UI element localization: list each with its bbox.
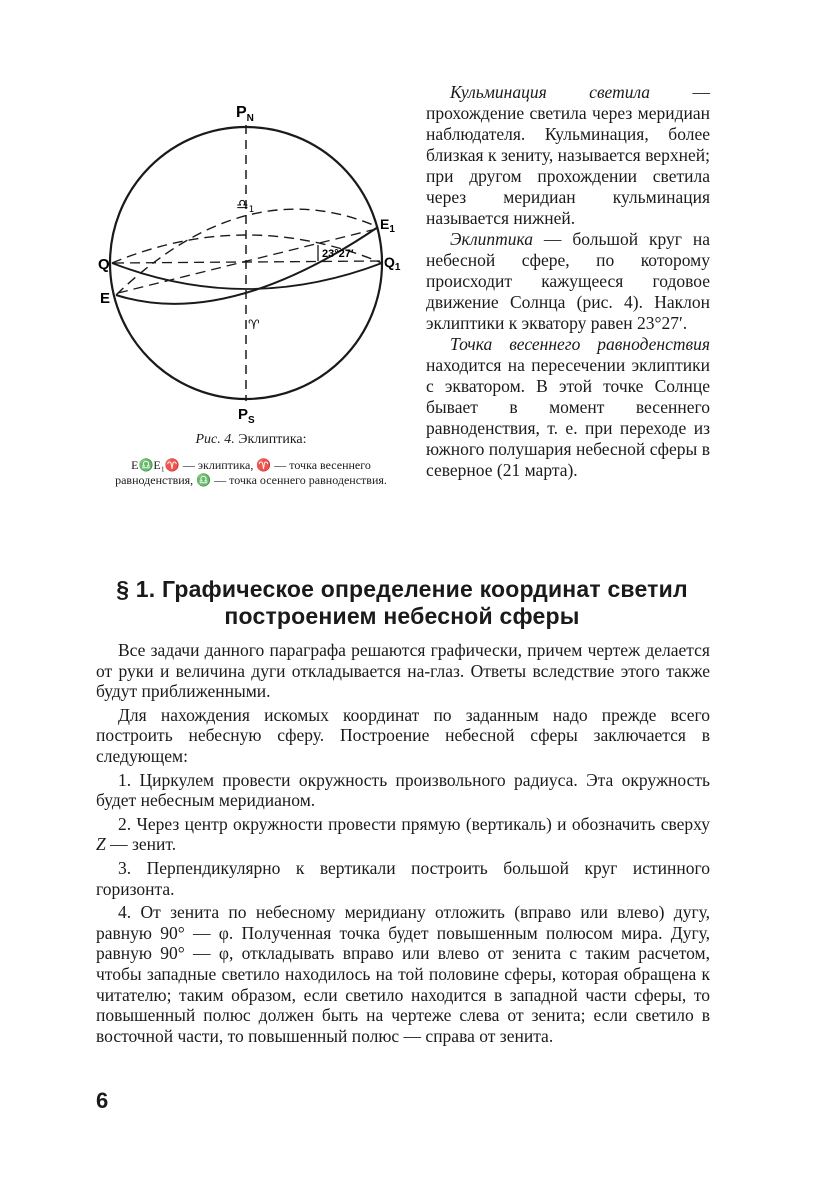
autumnal-equinox-label: $♎_1$ — [236, 197, 255, 215]
label-e1: $E_1$ — [380, 216, 395, 235]
body-paragraph: Все задачи данного параграфа решаются графически, причем чертеж делается от руки и величина дуги откладывается на-глаз. Ответы вследствие этого также будут приближенными. — [96, 640, 710, 702]
figure-caption — [96, 432, 406, 488]
label-angle: 23°27′ — [322, 248, 354, 260]
label-pn: $P_N$ — [236, 104, 254, 124]
definitions-column — [426, 82, 710, 481]
step-4: 4. От зенита по небесному меридиану отложить (вправо или влево) дугу, равную 90° — φ. Полученная точка будет повышенным полюсом мира. Дугу, равную 90° — φ, откладывать вправо или влево от зенита с таким расчетом, чтобы западные светило находилось на той половине сферы, которая обращена к читателю; таким образом, если светило находится в западной части сферы, то повышенный полюс должен быть на чертеже слева от зенита; если светило в восточной части, то повышенный полюс — справа от зенита. — [96, 902, 710, 1046]
definition-vernal-equinox: Точка весеннего равноденствия находится на пересечении эклиптики с экватором. В этой точке Солнце бывает в момент весеннего равноденствия, т. е. при переходе из южного полушария небесной сферы в северное (21 марта). — [426, 334, 710, 480]
celestial-sphere-diagram — [96, 95, 401, 426]
label-e: E — [100, 290, 111, 307]
section-heading: § 1. Графическое определение координат светил построением небесной сферы — [116, 576, 688, 629]
label-q1: $Q_1$ — [384, 254, 401, 273]
page-number: 6 — [96, 1088, 109, 1113]
definition-ecliptic: Эклиптика — большой круг на небесной сфере, по которому происходит кажущееся годовое движение Солнца (рис. 4). Наклон эклиптики к экватору равен 23°27′. — [426, 229, 710, 333]
definition-culmination: Кульминация светила — прохождение светила через меридиан наблюдателя. Кульминация, более близкая к зениту, называется верхней; при другом прохождении светила через меридиан кульминация называется нижней. — [426, 82, 710, 228]
caption-legend: E♎E₁♈ — эклиптика, ♈ — точка весеннего равноденствия, ♎ — точка осеннего равноденствия. — [115, 458, 387, 487]
step-2: 2. Через центр окружности провести прямую (вертикаль) и обозначить сверху Z — зенит. — [96, 813, 710, 855]
label-ps: $P_S$ — [238, 406, 255, 426]
label-q: Q — [98, 256, 110, 273]
section-body — [96, 640, 710, 1049]
caption-title: Рис. 4. Эклиптика: — [195, 432, 307, 447]
vernal-equinox-label: ♈ — [248, 318, 260, 333]
step-1: 1. Циркулем провести окружность произвольного радиуса. Эта окружность будет небесным меридианом. — [96, 769, 710, 811]
step-3: 3. Перпендикулярно к вертикали построить большой круг истинного горизонта. — [96, 857, 710, 899]
ecliptic-figure — [96, 95, 401, 426]
body-paragraph: Для нахождения искомых координат по заданным надо прежде всего построить небесную сферу. Построение небесной сферы заключается в следующем: — [96, 704, 710, 766]
